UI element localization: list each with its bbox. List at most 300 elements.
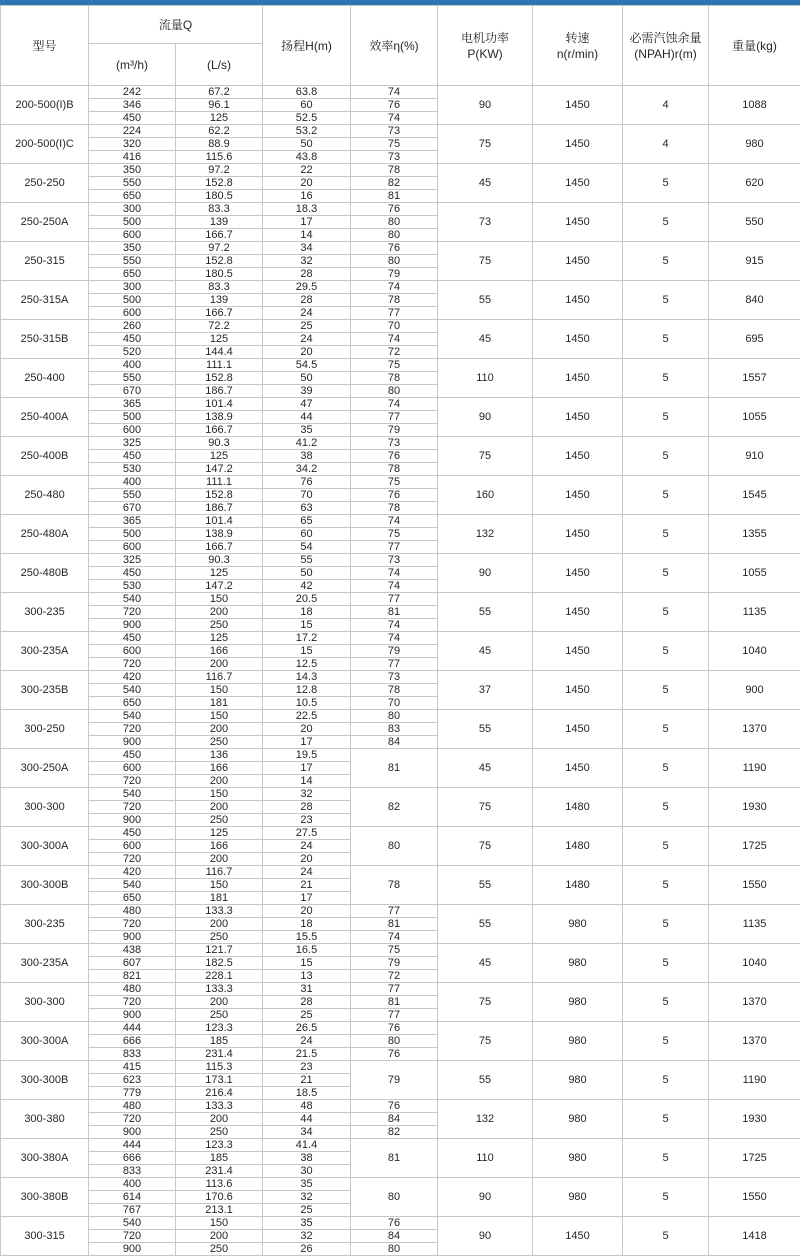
flow-m3h-cell: 666 bbox=[89, 1035, 176, 1048]
flow-ls-cell: 186.7 bbox=[176, 385, 263, 398]
efficiency-cell: 75 bbox=[351, 138, 438, 151]
head-cell: 13 bbox=[263, 970, 351, 983]
flow-m3h-cell: 500 bbox=[89, 294, 176, 307]
flow-ls-cell: 166.7 bbox=[176, 541, 263, 554]
header-power-line2: P(KW) bbox=[467, 46, 503, 61]
efficiency-cell: 74 bbox=[351, 567, 438, 580]
flow-m3h-cell: 600 bbox=[89, 229, 176, 242]
flow-m3h-cell: 400 bbox=[89, 476, 176, 489]
flow-ls-cell: 200 bbox=[176, 1230, 263, 1243]
table-row bbox=[1, 86, 800, 99]
flow-ls-cell: 150 bbox=[176, 710, 263, 723]
weight-cell: 695 bbox=[709, 320, 800, 359]
weight-cell: 1725 bbox=[709, 827, 800, 866]
head-cell: 34 bbox=[263, 242, 351, 255]
flow-m3h-cell: 767 bbox=[89, 1204, 176, 1217]
power-cell: 45 bbox=[438, 320, 533, 359]
table-row bbox=[1, 320, 800, 333]
table-row bbox=[1, 1022, 800, 1035]
flow-m3h-cell: 365 bbox=[89, 515, 176, 528]
flow-m3h-cell: 720 bbox=[89, 1113, 176, 1126]
efficiency-cell: 79 bbox=[351, 268, 438, 281]
npsh-cell: 5 bbox=[623, 944, 709, 983]
flow-ls-cell: 250 bbox=[176, 736, 263, 749]
efficiency-cell: 76 bbox=[351, 99, 438, 112]
npsh-cell: 5 bbox=[623, 827, 709, 866]
flow-ls-cell: 125 bbox=[176, 567, 263, 580]
flow-ls-cell: 166 bbox=[176, 840, 263, 853]
flow-ls-cell: 150 bbox=[176, 879, 263, 892]
head-cell: 50 bbox=[263, 567, 351, 580]
power-cell: 45 bbox=[438, 164, 533, 203]
flow-ls-cell: 125 bbox=[176, 112, 263, 125]
efficiency-cell: 84 bbox=[351, 736, 438, 749]
speed-cell: 1450 bbox=[533, 632, 623, 671]
efficiency-cell: 77 bbox=[351, 905, 438, 918]
weight-cell: 1040 bbox=[709, 632, 800, 671]
flow-m3h-cell: 540 bbox=[89, 593, 176, 606]
flow-m3h-cell: 444 bbox=[89, 1022, 176, 1035]
power-cell: 132 bbox=[438, 515, 533, 554]
npsh-cell: 5 bbox=[623, 164, 709, 203]
flow-ls-cell: 113.6 bbox=[176, 1178, 263, 1191]
power-cell: 90 bbox=[438, 398, 533, 437]
flow-ls-cell: 88.9 bbox=[176, 138, 263, 151]
efficiency-cell: 76 bbox=[351, 203, 438, 216]
table-row bbox=[1, 944, 800, 957]
flow-m3h-cell: 260 bbox=[89, 320, 176, 333]
npsh-cell: 4 bbox=[623, 86, 709, 125]
head-cell: 38 bbox=[263, 1152, 351, 1165]
flow-ls-cell: 231.4 bbox=[176, 1165, 263, 1178]
flow-ls-cell: 83.3 bbox=[176, 203, 263, 216]
npsh-cell: 5 bbox=[623, 554, 709, 593]
efficiency-cell: 81 bbox=[351, 918, 438, 931]
weight-cell: 1055 bbox=[709, 398, 800, 437]
power-cell: 90 bbox=[438, 554, 533, 593]
speed-cell: 1450 bbox=[533, 749, 623, 788]
flow-ls-cell: 125 bbox=[176, 632, 263, 645]
flow-ls-cell: 121.7 bbox=[176, 944, 263, 957]
head-cell: 42 bbox=[263, 580, 351, 593]
table-row bbox=[1, 788, 800, 801]
efficiency-cell: 75 bbox=[351, 528, 438, 541]
speed-cell: 1450 bbox=[533, 671, 623, 710]
flow-m3h-cell: 614 bbox=[89, 1191, 176, 1204]
flow-m3h-cell: 500 bbox=[89, 411, 176, 424]
flow-ls-cell: 186.7 bbox=[176, 502, 263, 515]
efficiency-cell: 70 bbox=[351, 697, 438, 710]
npsh-cell: 5 bbox=[623, 242, 709, 281]
flow-ls-cell: 250 bbox=[176, 814, 263, 827]
model-cell: 300-300 bbox=[1, 788, 89, 827]
flow-ls-cell: 200 bbox=[176, 723, 263, 736]
efficiency-cell: 74 bbox=[351, 515, 438, 528]
head-cell: 38 bbox=[263, 450, 351, 463]
pump-spec-table bbox=[0, 5, 800, 1256]
efficiency-cell: 78 bbox=[351, 684, 438, 697]
flow-m3h-cell: 450 bbox=[89, 567, 176, 580]
flow-ls-cell: 101.4 bbox=[176, 398, 263, 411]
head-cell: 54 bbox=[263, 541, 351, 554]
efficiency-cell: 74 bbox=[351, 580, 438, 593]
model-cell: 300-300B bbox=[1, 1061, 89, 1100]
flow-m3h-cell: 720 bbox=[89, 723, 176, 736]
head-cell: 34 bbox=[263, 1126, 351, 1139]
head-cell: 41.4 bbox=[263, 1139, 351, 1152]
flow-m3h-cell: 325 bbox=[89, 437, 176, 450]
power-cell: 45 bbox=[438, 749, 533, 788]
head-cell: 41.2 bbox=[263, 437, 351, 450]
head-cell: 16.5 bbox=[263, 944, 351, 957]
flow-m3h-cell: 420 bbox=[89, 671, 176, 684]
efficiency-cell: 77 bbox=[351, 541, 438, 554]
flow-m3h-cell: 530 bbox=[89, 580, 176, 593]
flow-ls-cell: 138.9 bbox=[176, 411, 263, 424]
power-cell: 45 bbox=[438, 944, 533, 983]
flow-ls-cell: 111.1 bbox=[176, 476, 263, 489]
efficiency-cell: 79 bbox=[351, 424, 438, 437]
flow-ls-cell: 166.7 bbox=[176, 424, 263, 437]
efficiency-cell: 76 bbox=[351, 242, 438, 255]
power-cell: 90 bbox=[438, 1217, 533, 1256]
power-cell: 55 bbox=[438, 281, 533, 320]
head-cell: 17 bbox=[263, 762, 351, 775]
speed-cell: 1450 bbox=[533, 476, 623, 515]
speed-cell: 1450 bbox=[533, 320, 623, 359]
efficiency-cell: 78 bbox=[351, 866, 438, 905]
table-row bbox=[1, 164, 800, 177]
flow-ls-cell: 250 bbox=[176, 1126, 263, 1139]
speed-cell: 1450 bbox=[533, 398, 623, 437]
flow-ls-cell: 96.1 bbox=[176, 99, 263, 112]
head-cell: 21 bbox=[263, 1074, 351, 1087]
efficiency-cell: 79 bbox=[351, 957, 438, 970]
efficiency-cell: 75 bbox=[351, 476, 438, 489]
power-cell: 132 bbox=[438, 1100, 533, 1139]
head-cell: 44 bbox=[263, 411, 351, 424]
flow-ls-cell: 144.4 bbox=[176, 346, 263, 359]
head-cell: 20 bbox=[263, 723, 351, 736]
model-cell: 250-315B bbox=[1, 320, 89, 359]
efficiency-cell: 73 bbox=[351, 437, 438, 450]
flow-m3h-cell: 420 bbox=[89, 866, 176, 879]
flow-m3h-cell: 600 bbox=[89, 840, 176, 853]
flow-ls-cell: 152.8 bbox=[176, 177, 263, 190]
power-cell: 110 bbox=[438, 1139, 533, 1178]
head-cell: 48 bbox=[263, 1100, 351, 1113]
flow-m3h-cell: 650 bbox=[89, 892, 176, 905]
flow-m3h-cell: 400 bbox=[89, 359, 176, 372]
flow-m3h-cell: 650 bbox=[89, 697, 176, 710]
head-cell: 23 bbox=[263, 1061, 351, 1074]
power-cell: 55 bbox=[438, 905, 533, 944]
flow-m3h-cell: 900 bbox=[89, 931, 176, 944]
flow-ls-cell: 136 bbox=[176, 749, 263, 762]
head-cell: 14 bbox=[263, 775, 351, 788]
efficiency-cell: 80 bbox=[351, 229, 438, 242]
head-cell: 17 bbox=[263, 736, 351, 749]
head-cell: 54.5 bbox=[263, 359, 351, 372]
flow-m3h-cell: 720 bbox=[89, 775, 176, 788]
weight-cell: 980 bbox=[709, 125, 800, 164]
flow-m3h-cell: 670 bbox=[89, 502, 176, 515]
efficiency-cell: 82 bbox=[351, 177, 438, 190]
head-cell: 70 bbox=[263, 489, 351, 502]
flow-m3h-cell: 600 bbox=[89, 541, 176, 554]
head-cell: 17.2 bbox=[263, 632, 351, 645]
table-row bbox=[1, 437, 800, 450]
flow-m3h-cell: 650 bbox=[89, 190, 176, 203]
speed-cell: 1450 bbox=[533, 515, 623, 554]
flow-ls-cell: 115.6 bbox=[176, 151, 263, 164]
flow-ls-cell: 139 bbox=[176, 216, 263, 229]
flow-ls-cell: 200 bbox=[176, 606, 263, 619]
weight-cell: 1190 bbox=[709, 1061, 800, 1100]
model-cell: 200-500(I)B bbox=[1, 86, 89, 125]
npsh-cell: 5 bbox=[623, 1061, 709, 1100]
flow-ls-cell: 180.5 bbox=[176, 190, 263, 203]
flow-m3h-cell: 438 bbox=[89, 944, 176, 957]
model-cell: 250-480A bbox=[1, 515, 89, 554]
table-row bbox=[1, 359, 800, 372]
weight-cell: 1930 bbox=[709, 1100, 800, 1139]
speed-cell: 1450 bbox=[533, 86, 623, 125]
head-cell: 20.5 bbox=[263, 593, 351, 606]
flow-m3h-cell: 415 bbox=[89, 1061, 176, 1074]
weight-cell: 1355 bbox=[709, 515, 800, 554]
flow-m3h-cell: 720 bbox=[89, 918, 176, 931]
efficiency-cell: 78 bbox=[351, 372, 438, 385]
efficiency-cell: 76 bbox=[351, 1217, 438, 1230]
flow-m3h-cell: 540 bbox=[89, 1217, 176, 1230]
speed-cell: 980 bbox=[533, 1139, 623, 1178]
model-cell: 250-250 bbox=[1, 164, 89, 203]
flow-ls-cell: 139 bbox=[176, 294, 263, 307]
speed-cell: 1450 bbox=[533, 281, 623, 320]
flow-ls-cell: 125 bbox=[176, 450, 263, 463]
power-cell: 75 bbox=[438, 437, 533, 476]
npsh-cell: 5 bbox=[623, 905, 709, 944]
npsh-cell: 5 bbox=[623, 866, 709, 905]
model-cell: 250-400 bbox=[1, 359, 89, 398]
speed-cell: 1480 bbox=[533, 788, 623, 827]
header-npsh bbox=[623, 6, 709, 86]
table-row bbox=[1, 398, 800, 411]
flow-ls-cell: 133.3 bbox=[176, 983, 263, 996]
power-cell: 73 bbox=[438, 203, 533, 242]
table-row bbox=[1, 710, 800, 723]
header-npsh-line2: (NPAH)r(m) bbox=[634, 46, 697, 61]
efficiency-cell: 74 bbox=[351, 112, 438, 125]
efficiency-cell: 76 bbox=[351, 1022, 438, 1035]
head-cell: 32 bbox=[263, 1230, 351, 1243]
head-cell: 55 bbox=[263, 554, 351, 567]
flow-m3h-cell: 900 bbox=[89, 1243, 176, 1256]
flow-ls-cell: 180.5 bbox=[176, 268, 263, 281]
flow-ls-cell: 200 bbox=[176, 801, 263, 814]
weight-cell: 1190 bbox=[709, 749, 800, 788]
efficiency-cell: 78 bbox=[351, 294, 438, 307]
head-cell: 53.2 bbox=[263, 125, 351, 138]
efficiency-cell: 74 bbox=[351, 86, 438, 99]
head-cell: 22.5 bbox=[263, 710, 351, 723]
flow-m3h-cell: 600 bbox=[89, 645, 176, 658]
head-cell: 28 bbox=[263, 996, 351, 1009]
head-cell: 24 bbox=[263, 840, 351, 853]
speed-cell: 1450 bbox=[533, 242, 623, 281]
flow-m3h-cell: 720 bbox=[89, 996, 176, 1009]
head-cell: 32 bbox=[263, 788, 351, 801]
flow-ls-cell: 90.3 bbox=[176, 437, 263, 450]
flow-m3h-cell: 224 bbox=[89, 125, 176, 138]
head-cell: 50 bbox=[263, 138, 351, 151]
efficiency-cell: 74 bbox=[351, 281, 438, 294]
npsh-cell: 5 bbox=[623, 1100, 709, 1139]
head-cell: 18 bbox=[263, 918, 351, 931]
npsh-cell: 5 bbox=[623, 320, 709, 359]
weight-cell: 910 bbox=[709, 437, 800, 476]
flow-ls-cell: 133.3 bbox=[176, 1100, 263, 1113]
flow-ls-cell: 150 bbox=[176, 1217, 263, 1230]
head-cell: 23 bbox=[263, 814, 351, 827]
flow-m3h-cell: 242 bbox=[89, 86, 176, 99]
flow-ls-cell: 125 bbox=[176, 827, 263, 840]
speed-cell: 1450 bbox=[533, 164, 623, 203]
power-cell: 75 bbox=[438, 125, 533, 164]
head-cell: 26.5 bbox=[263, 1022, 351, 1035]
head-cell: 35 bbox=[263, 1217, 351, 1230]
table-row bbox=[1, 983, 800, 996]
flow-ls-cell: 228.1 bbox=[176, 970, 263, 983]
npsh-cell: 5 bbox=[623, 749, 709, 788]
flow-ls-cell: 133.3 bbox=[176, 905, 263, 918]
efficiency-cell: 79 bbox=[351, 1061, 438, 1100]
head-cell: 39 bbox=[263, 385, 351, 398]
npsh-cell: 5 bbox=[623, 788, 709, 827]
flow-ls-cell: 111.1 bbox=[176, 359, 263, 372]
weight-cell: 1135 bbox=[709, 593, 800, 632]
power-cell: 55 bbox=[438, 866, 533, 905]
weight-cell: 1088 bbox=[709, 86, 800, 125]
flow-m3h-cell: 450 bbox=[89, 112, 176, 125]
efficiency-cell: 83 bbox=[351, 723, 438, 736]
head-cell: 60 bbox=[263, 528, 351, 541]
model-cell: 250-480B bbox=[1, 554, 89, 593]
head-cell: 15.5 bbox=[263, 931, 351, 944]
header-power-line1: 电机功率 bbox=[460, 30, 509, 45]
flow-m3h-cell: 530 bbox=[89, 463, 176, 476]
speed-cell: 980 bbox=[533, 1022, 623, 1061]
weight-cell: 1370 bbox=[709, 710, 800, 749]
flow-ls-cell: 231.4 bbox=[176, 1048, 263, 1061]
head-cell: 31 bbox=[263, 983, 351, 996]
flow-m3h-cell: 350 bbox=[89, 242, 176, 255]
head-cell: 52.5 bbox=[263, 112, 351, 125]
weight-cell: 550 bbox=[709, 203, 800, 242]
efficiency-cell: 73 bbox=[351, 671, 438, 684]
efficiency-cell: 77 bbox=[351, 411, 438, 424]
efficiency-cell: 78 bbox=[351, 463, 438, 476]
table-row bbox=[1, 125, 800, 138]
model-cell: 300-250 bbox=[1, 710, 89, 749]
efficiency-cell: 74 bbox=[351, 931, 438, 944]
speed-cell: 1480 bbox=[533, 866, 623, 905]
flow-ls-cell: 166 bbox=[176, 762, 263, 775]
flow-m3h-cell: 550 bbox=[89, 372, 176, 385]
efficiency-cell: 75 bbox=[351, 359, 438, 372]
flow-m3h-cell: 540 bbox=[89, 710, 176, 723]
model-cell: 250-480 bbox=[1, 476, 89, 515]
weight-cell: 1055 bbox=[709, 554, 800, 593]
flow-ls-cell: 200 bbox=[176, 996, 263, 1009]
flow-m3h-cell: 480 bbox=[89, 983, 176, 996]
power-cell: 75 bbox=[438, 827, 533, 866]
head-cell: 10.5 bbox=[263, 697, 351, 710]
flow-m3h-cell: 900 bbox=[89, 736, 176, 749]
table-row bbox=[1, 749, 800, 762]
efficiency-cell: 81 bbox=[351, 996, 438, 1009]
weight-cell: 915 bbox=[709, 242, 800, 281]
weight-cell: 1370 bbox=[709, 1022, 800, 1061]
flow-ls-cell: 116.7 bbox=[176, 671, 263, 684]
flow-ls-cell: 150 bbox=[176, 684, 263, 697]
model-cell: 300-300B bbox=[1, 866, 89, 905]
table-row bbox=[1, 827, 800, 840]
head-cell: 22 bbox=[263, 164, 351, 177]
speed-cell: 1450 bbox=[533, 1217, 623, 1256]
flow-ls-cell: 166 bbox=[176, 645, 263, 658]
flow-ls-cell: 200 bbox=[176, 918, 263, 931]
model-cell: 300-380 bbox=[1, 1100, 89, 1139]
power-cell: 90 bbox=[438, 1178, 533, 1217]
table-row bbox=[1, 281, 800, 294]
head-cell: 27.5 bbox=[263, 827, 351, 840]
speed-cell: 1480 bbox=[533, 827, 623, 866]
efficiency-cell: 81 bbox=[351, 1139, 438, 1178]
npsh-cell: 5 bbox=[623, 281, 709, 320]
flow-ls-cell: 116.7 bbox=[176, 866, 263, 879]
flow-ls-cell: 97.2 bbox=[176, 242, 263, 255]
flow-ls-cell: 101.4 bbox=[176, 515, 263, 528]
head-cell: 32 bbox=[263, 1191, 351, 1204]
efficiency-cell: 76 bbox=[351, 1100, 438, 1113]
flow-m3h-cell: 540 bbox=[89, 879, 176, 892]
header-flow-m3h: (m³/h) bbox=[89, 44, 176, 86]
head-cell: 43.8 bbox=[263, 151, 351, 164]
flow-m3h-cell: 325 bbox=[89, 554, 176, 567]
flow-m3h-cell: 300 bbox=[89, 203, 176, 216]
speed-cell: 980 bbox=[533, 944, 623, 983]
efficiency-cell: 77 bbox=[351, 1009, 438, 1022]
flow-m3h-cell: 450 bbox=[89, 749, 176, 762]
flow-ls-cell: 250 bbox=[176, 1009, 263, 1022]
flow-ls-cell: 123.3 bbox=[176, 1022, 263, 1035]
flow-ls-cell: 166.7 bbox=[176, 229, 263, 242]
header-flow-ls: (L/s) bbox=[176, 44, 263, 86]
table-row bbox=[1, 1061, 800, 1074]
head-cell: 24 bbox=[263, 307, 351, 320]
flow-ls-cell: 72.2 bbox=[176, 320, 263, 333]
head-cell: 25 bbox=[263, 320, 351, 333]
flow-m3h-cell: 540 bbox=[89, 788, 176, 801]
flow-m3h-cell: 600 bbox=[89, 307, 176, 320]
flow-ls-cell: 90.3 bbox=[176, 554, 263, 567]
model-cell: 300-250A bbox=[1, 749, 89, 788]
flow-ls-cell: 200 bbox=[176, 775, 263, 788]
model-cell: 300-380A bbox=[1, 1139, 89, 1178]
flow-ls-cell: 213.1 bbox=[176, 1204, 263, 1217]
